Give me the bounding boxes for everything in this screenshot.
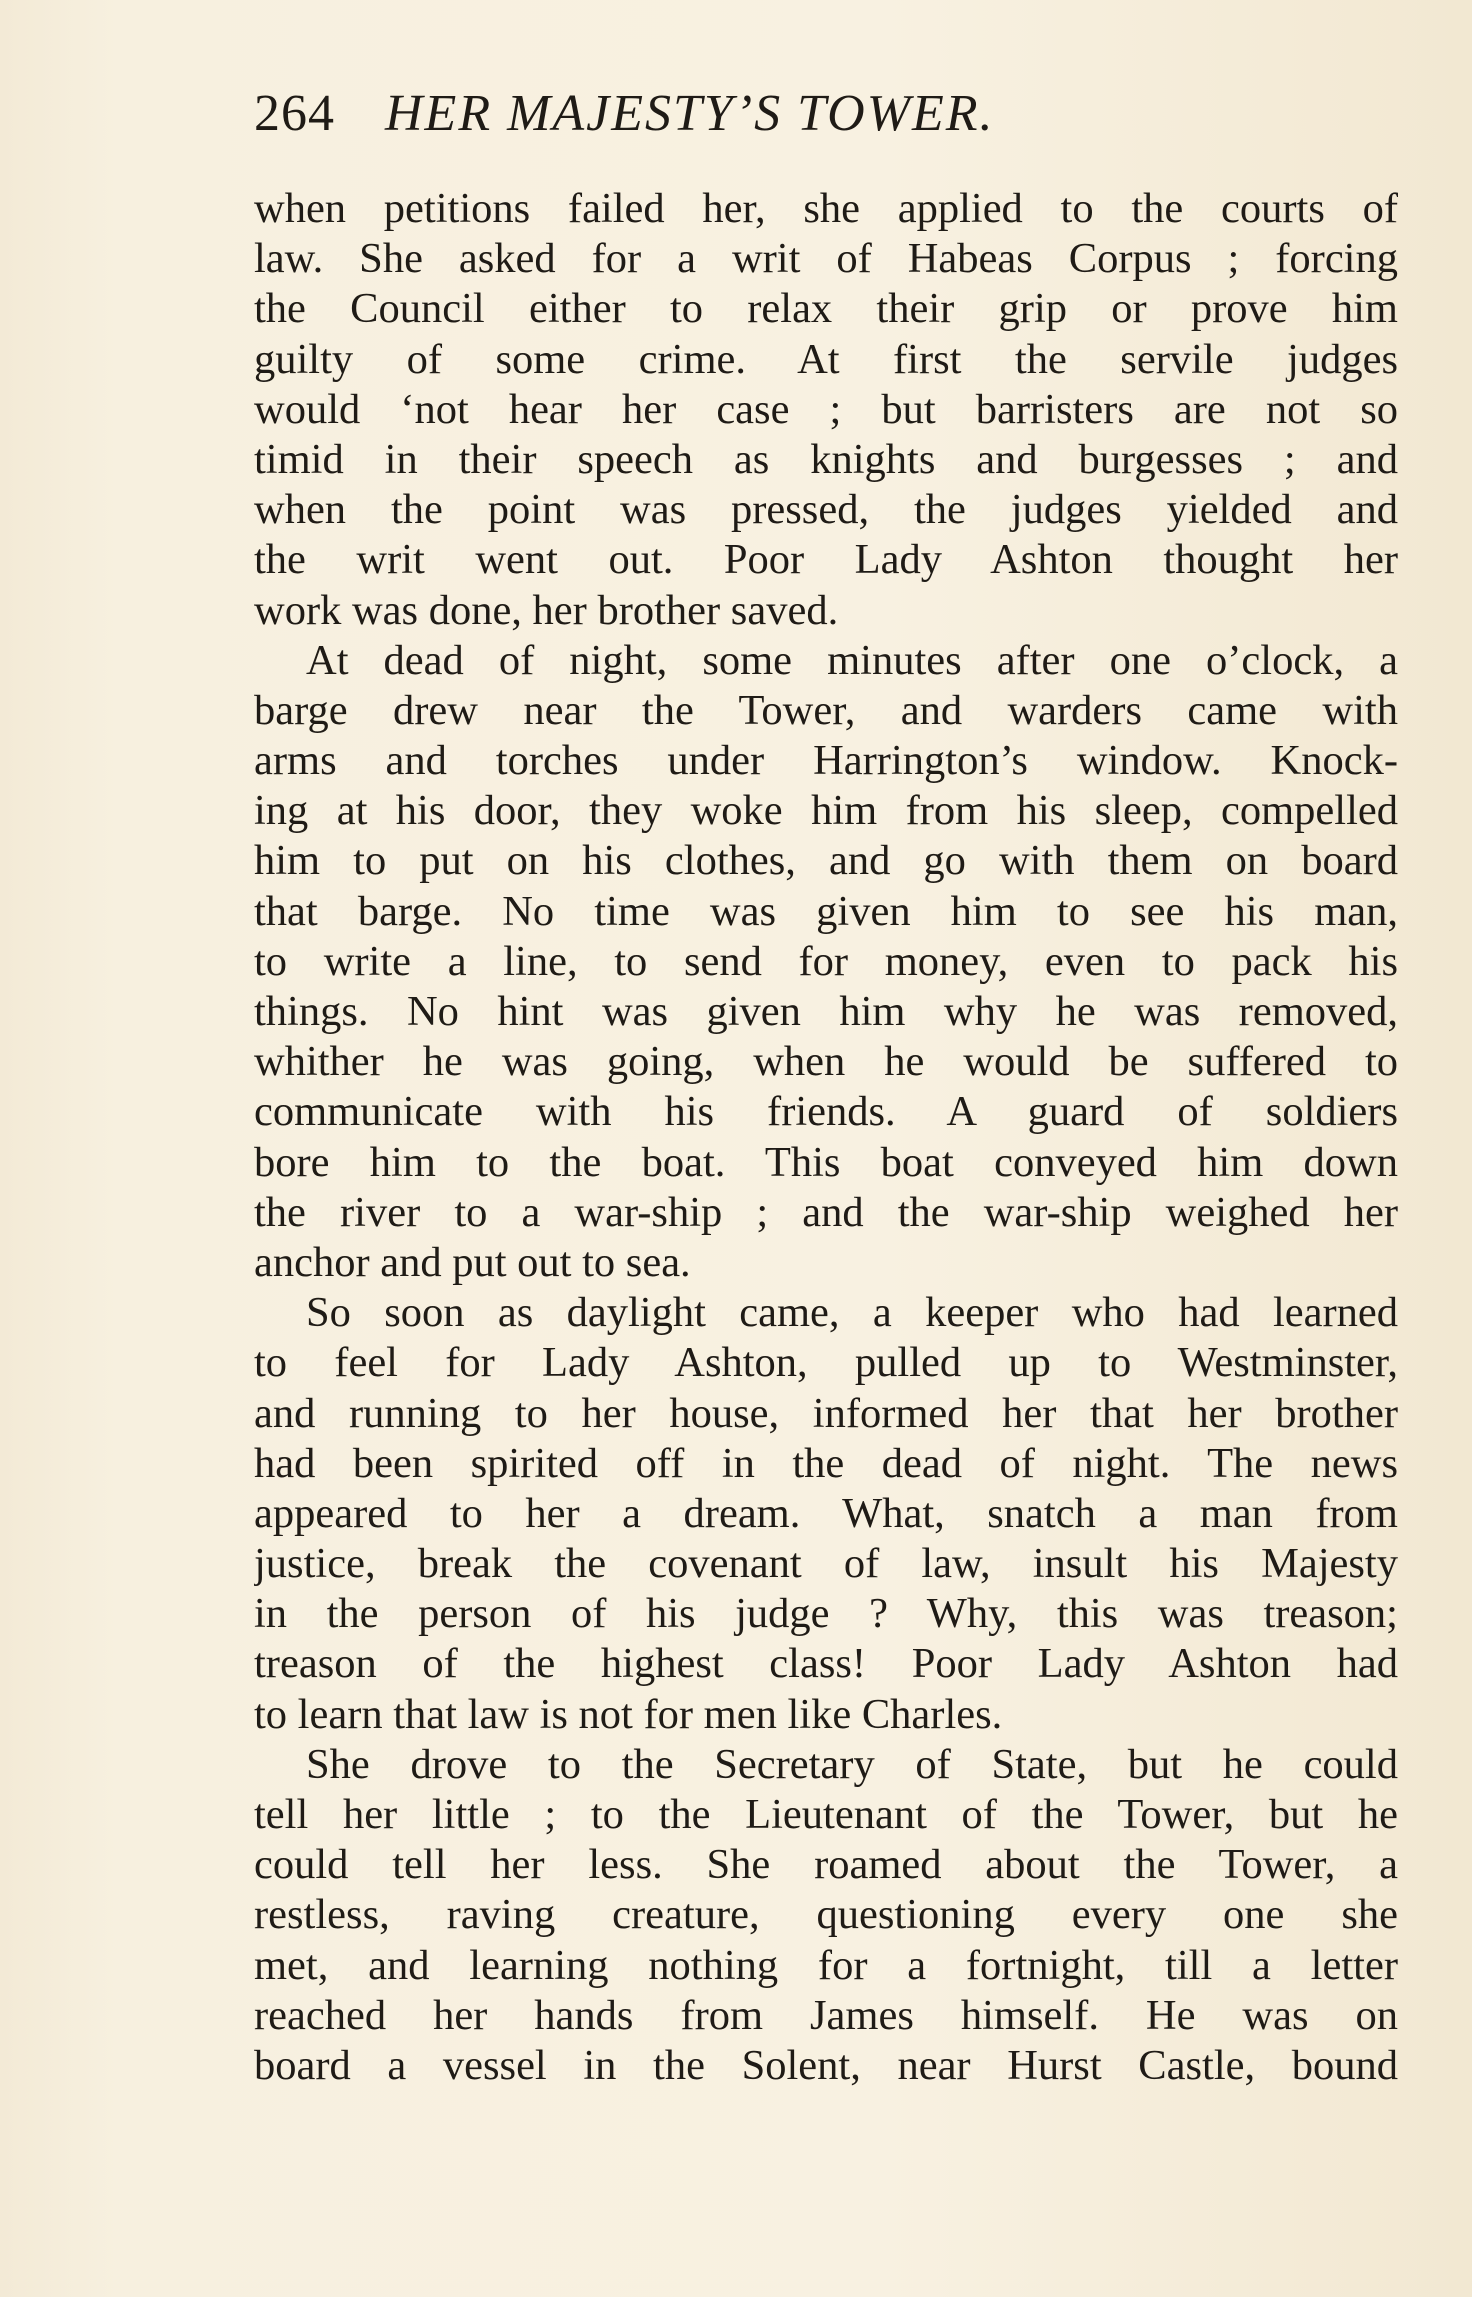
text-line: At dead of night, some minutes after one o’clock, a — [306, 636, 1398, 684]
text-line: him to put on his clothes, and go with them on board — [254, 837, 1398, 885]
text-line: to feel for Lady Ashton, pulled up to Westminster, — [254, 1339, 1398, 1387]
text-line: restless, raving creature, questioning every one she — [254, 1891, 1398, 1939]
text-line: anchor and put out to sea. — [254, 1238, 691, 1286]
text-line: arms and torches under Harrington’s window. Knock- — [254, 737, 1398, 785]
text-line: appeared to her a dream. What, snatch a man from — [254, 1489, 1398, 1537]
text-line: whither he was going, when he would be suffered to — [254, 1038, 1398, 1086]
text-line: in the person of his judge ? Why, this was treason; — [254, 1590, 1398, 1638]
text-line: would ‘not hear her case ; but barristers are not so — [254, 385, 1398, 433]
body-text — [254, 184, 1398, 2091]
text-line: justice, break the covenant of law, insult his Majesty — [254, 1540, 1398, 1588]
text-line: had been spirited off in the dead of night. The news — [254, 1439, 1398, 1487]
text-line: bore him to the boat. This boat conveyed him down — [254, 1138, 1398, 1186]
text-line: treason of the highest class! Poor Lady Ashton had — [254, 1640, 1398, 1688]
text-line: to learn that law is not for men like Charles. — [254, 1690, 1003, 1738]
text-line: when petitions failed her, she applied to the courts of — [254, 185, 1398, 232]
text-line: met, and learning nothing for a fortnight, till a letter — [254, 1941, 1398, 1989]
text-line: the Council either to relax their grip or prove him — [254, 285, 1398, 333]
text-line: She drove to the Secretary of State, but he could — [306, 1740, 1398, 1788]
text-line: tell her little ; to the Lieutenant of the Tower, but he — [254, 1791, 1398, 1838]
text-line: reached her hands from James himself. He was on — [254, 1991, 1398, 2039]
text-line: the writ went out. Poor Lady Ashton thought her — [254, 536, 1398, 584]
text-line: timid in their speech as knights and burgesses ; and — [254, 435, 1398, 483]
text-line: ing at his door, they woke him from his sleep, compelled — [254, 787, 1398, 835]
text-line: barge drew near the Tower, and warders came with — [254, 686, 1398, 734]
text-line: board a vessel in the Solent, near Hurst Castle, bound — [254, 2041, 1398, 2089]
text-line: could tell her less. She roamed about the Tower, a — [254, 1841, 1398, 1889]
text-line: to write a line, to send for money, even to pack his — [254, 937, 1398, 985]
text-line: communicate with his friends. A guard of soldiers — [254, 1088, 1398, 1136]
text-line: law. She asked for a writ of Habeas Corpus ; forcing — [254, 235, 1398, 283]
text-line: things. No hint was given him why he was removed, — [254, 988, 1398, 1035]
text-line: and running to her house, informed her that her brother — [254, 1389, 1398, 1437]
text-line: that barge. No time was given him to see his man, — [254, 887, 1398, 935]
text-line: the river to a war-ship ; and the war-ship weighed her — [254, 1188, 1398, 1236]
text-line: work was done, her brother saved. — [254, 586, 839, 634]
text-line: guilty of some crime. At first the servile judges — [254, 335, 1398, 383]
page-number: 264 — [254, 85, 335, 142]
text-line: So soon as daylight came, a keeper who had learned — [306, 1289, 1398, 1337]
text-line: when the point was pressed, the judges yielded and — [254, 486, 1398, 534]
running-title: HER MAJESTY’S TOWER. — [385, 85, 995, 142]
page-header — [254, 78, 1404, 150]
